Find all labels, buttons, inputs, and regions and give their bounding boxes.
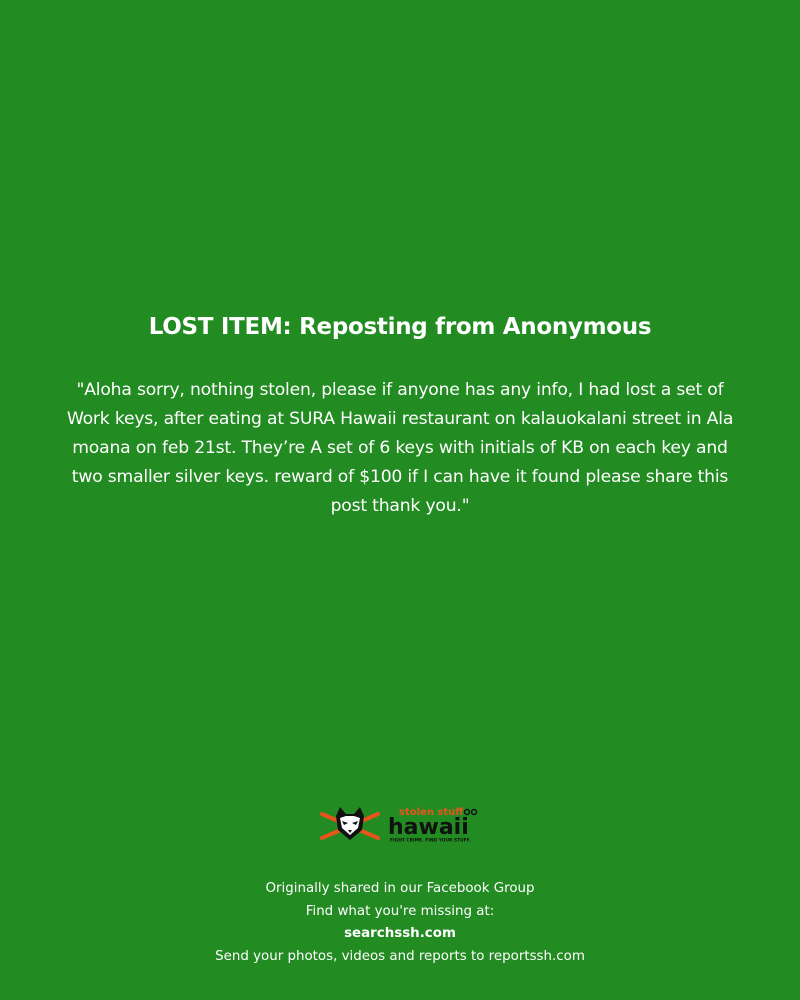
footer-report-note: Send your photos, videos and reports to reportssh.com xyxy=(215,948,585,964)
footer-shared-note: Originally shared in our Facebook Group xyxy=(265,881,535,896)
logo-main-text: hawaii xyxy=(388,815,469,840)
footer xyxy=(0,878,800,968)
footer-site-link[interactable]: searchssh.com xyxy=(344,926,456,941)
mongoose-mascot-icon xyxy=(322,807,378,840)
post-title: LOST ITEM: Reposting from Anonymous xyxy=(148,314,652,340)
logo-top-text: stolen stuff xyxy=(399,807,464,818)
stolen-stuff-hawaii-logo xyxy=(320,804,480,844)
post-body: "Aloha sorry, nothing stolen, please if anyone has any info, I had lost a set of Work keys, after eating at SURA Hawaii restaurant on kalauokalani street in Ala moana on feb 21st. They’re A set of 6 keys with initials of KB on each key and two smaller silver keys. reward of $100 if I can have it found please share this post thank you." xyxy=(66,380,734,516)
logo-tagline: FIGHT CRIME. FIND YOUR STUFF. xyxy=(390,838,471,844)
footer-find-note: Find what you're missing at: xyxy=(305,903,495,919)
